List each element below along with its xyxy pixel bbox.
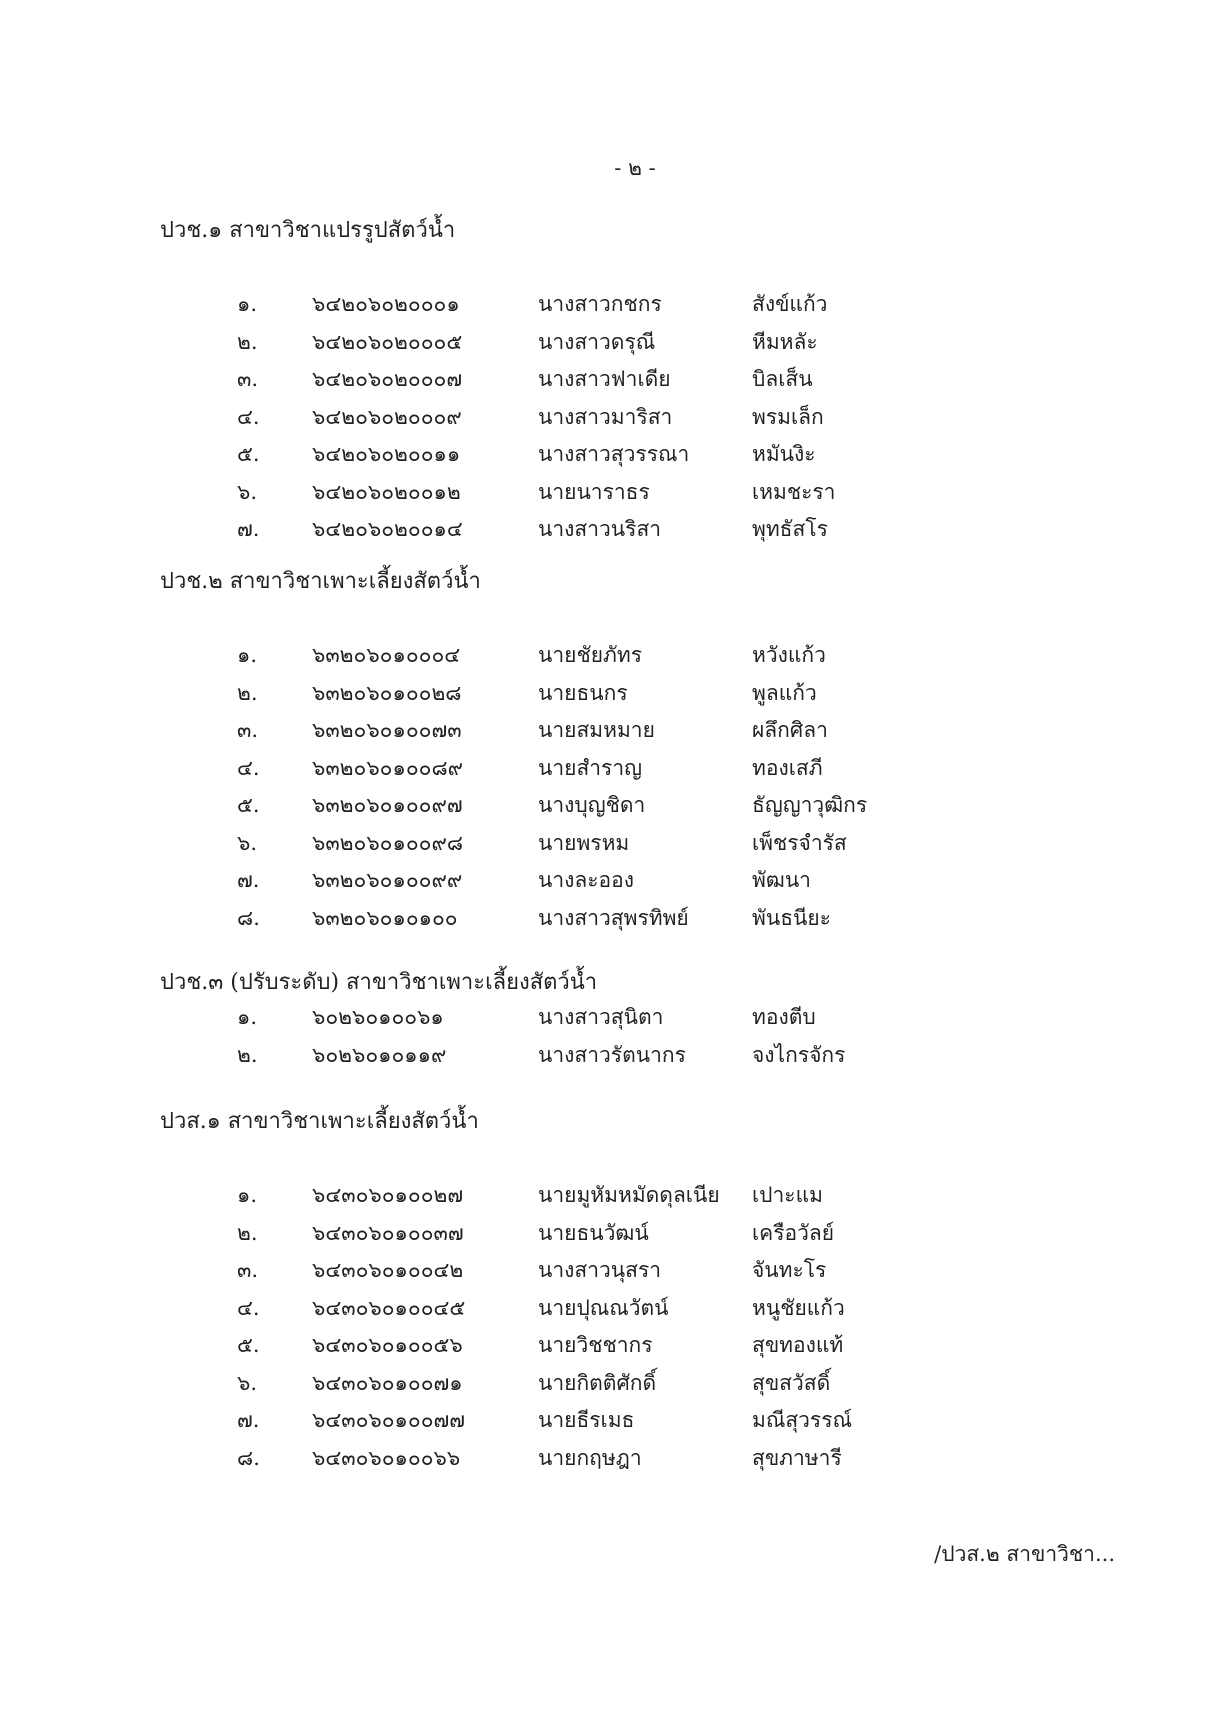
section-title: ปวช.๑ สาขาวิชาแปรรูปสัตว์น้ำ [160, 218, 456, 243]
student-id: ๖๔๒๐๖๐๒๐๐๑๔ [312, 517, 463, 541]
item-number: ๔. [237, 755, 260, 780]
item-number: ๑. [237, 1183, 258, 1207]
last-name: สุขสวัสดิ์ [752, 1370, 831, 1395]
first-name: นางสาวนุสรา [538, 1258, 662, 1282]
last-name: เปาะแม [752, 1183, 823, 1207]
item-number: ๒. [237, 1042, 258, 1067]
student-id: ๖๓๒๐๖๐๑๐๐๙๙ [312, 868, 463, 892]
first-name: นางสาวกชกร [538, 292, 662, 316]
first-name: นางสาวสุวรรณา [538, 442, 690, 466]
first-name: นางสาวสุพรทิพย์ [538, 905, 689, 930]
list-item [160, 1037, 1160, 1075]
last-name: เหมชะรา [752, 479, 836, 504]
first-name: นางสาวฟาเดีย [538, 367, 671, 391]
item-number: ๑. [237, 292, 258, 316]
last-name: จงไกรจักร [752, 1042, 846, 1067]
first-name: นางสาวนริสา [538, 517, 662, 541]
item-number: ๗. [237, 1408, 260, 1432]
item-number: ๒. [237, 680, 258, 705]
last-name: พูลแก้ว [752, 680, 817, 705]
list-item [160, 361, 1160, 399]
first-name: นายสมหมาย [538, 718, 655, 742]
item-number: ๓. [237, 367, 259, 391]
section-2 [160, 567, 1160, 937]
student-id: ๖๓๒๐๖๐๑๐๐๙๗ [312, 793, 463, 817]
first-name: นางสาวดรุณี [538, 329, 656, 354]
student-id: ๖๔๓๐๖๐๑๐๐๔๒ [312, 1258, 464, 1282]
last-name: หมันงิะ [752, 442, 816, 466]
first-name: นายมูหัมหมัดดุลเนีย [538, 1183, 720, 1207]
item-number: ๗. [237, 868, 260, 892]
student-id: ๖๔๓๐๖๐๑๐๐๗๑ [312, 1370, 463, 1395]
list-item [160, 750, 1160, 788]
list-item [160, 1252, 1160, 1290]
list-item [160, 286, 1160, 324]
first-name: นายวิชชากร [538, 1333, 653, 1357]
first-name: นายกฤษฎา [538, 1445, 642, 1470]
last-name: ธัญญาวุฒิกร [752, 793, 868, 817]
last-name: พัฒนา [752, 868, 811, 892]
item-number: ๔. [237, 1295, 260, 1320]
continuation-note: /ปวส.๒ สาขาวิชา... [934, 1542, 1115, 1566]
student-id: ๖๐๒๖๐๑๐๑๑๙ [312, 1042, 447, 1067]
list-item [160, 637, 1160, 675]
page-number: - ๒ - [614, 156, 656, 180]
item-number: ๘. [237, 905, 260, 930]
item-number: ๘. [237, 1445, 260, 1470]
last-name: สุขทองแท้ [752, 1333, 844, 1357]
item-number: ๑. [237, 1005, 258, 1029]
last-name: สังข์แก้ว [752, 292, 828, 316]
student-id: ๖๔๓๐๖๐๑๐๐๔๕ [312, 1295, 466, 1320]
list-item [160, 825, 1160, 863]
list-item [160, 1365, 1160, 1403]
first-name: นายกิตติศักดิ์ [538, 1370, 657, 1395]
student-id: ๖๓๒๐๖๐๑๐๐๘๙ [312, 755, 464, 780]
last-name: พันธนียะ [752, 905, 831, 930]
last-name: เพ็ชรจำรัส [752, 830, 847, 855]
list-item [160, 1290, 1160, 1328]
item-number: ๖. [237, 1370, 258, 1395]
item-number: ๓. [237, 1258, 259, 1282]
item-number: ๑. [237, 643, 258, 667]
first-name: นายพรหม [538, 830, 630, 855]
item-number: ๔. [237, 404, 260, 429]
last-name: เครือวัลย์ [752, 1220, 835, 1245]
item-number: ๒. [237, 329, 258, 354]
student-id: ๖๓๒๐๖๐๑๐๑๐๐ [312, 905, 458, 930]
first-name: นายปุณณวัตน์ [538, 1295, 669, 1320]
student-id: ๖๔๒๐๖๐๒๐๐๐๕ [312, 329, 463, 354]
student-id: ๖๔๓๐๖๐๑๐๐๖๖ [312, 1445, 461, 1470]
student-id: ๖๓๒๐๖๐๑๐๐๒๘ [312, 680, 462, 705]
list-item [160, 511, 1160, 549]
student-id: ๖๐๒๖๐๑๐๐๖๑ [312, 1005, 444, 1029]
first-name: นางสาวรัตนากร [538, 1042, 686, 1067]
section-title: ปวส.๑ สาขาวิชาเพาะเลี้ยงสัตว์น้ำ [160, 1109, 479, 1134]
list-item [160, 1215, 1160, 1253]
first-name: นายธนวัฒน์ [538, 1220, 649, 1245]
first-name: นายธีรเมธ [538, 1408, 635, 1432]
last-name: หีมหลัะ [752, 329, 818, 354]
section-title: ปวช.๒ สาขาวิชาเพาะเลี้ยงสัตว์น้ำ [160, 569, 481, 594]
student-id: ๖๔๒๐๖๐๒๐๐๑๒ [312, 479, 461, 504]
item-number: ๗. [237, 517, 260, 541]
last-name: สุขภาษารี [752, 1445, 842, 1470]
list-item [160, 675, 1160, 713]
student-id: ๖๔๒๐๖๐๒๐๐๑๑ [312, 442, 461, 466]
student-id: ๖๓๒๐๖๐๑๐๐๗๓ [312, 718, 462, 742]
student-id: ๖๔๒๐๖๐๒๐๐๐๑ [312, 292, 460, 316]
last-name: พรมเล็ก [752, 404, 824, 429]
list-item [160, 712, 1160, 750]
student-id: ๖๓๒๐๖๐๑๐๐๙๘ [312, 830, 464, 855]
first-name: นางสาวสุนิตา [538, 1005, 664, 1029]
item-number: ๖. [237, 830, 258, 855]
last-name: มณีสุวรรณ์ [752, 1408, 852, 1432]
student-id: ๖๓๒๐๖๐๑๐๐๐๔ [312, 643, 461, 667]
section-4 [160, 1107, 1160, 1477]
item-number: ๓. [237, 718, 259, 742]
student-id: ๖๔๒๐๖๐๒๐๐๐๗ [312, 367, 463, 391]
student-id: ๖๔๓๐๖๐๑๐๐๒๗ [312, 1183, 464, 1207]
list-item [160, 862, 1160, 900]
first-name: นายธนกร [538, 680, 628, 705]
last-name: บิลเส็น [752, 367, 813, 391]
first-name: นายนาราธร [538, 479, 650, 504]
last-name: หนูชัยแก้ว [752, 1295, 845, 1320]
student-id: ๖๔๒๐๖๐๒๐๐๐๙ [312, 404, 462, 429]
first-name: นางบุญชิดา [538, 793, 646, 817]
section-title: ปวช.๓ (ปรับระดับ) สาขาวิชาเพาะเลี้ยงสัตว์น้ำ [160, 970, 598, 995]
list-item [160, 787, 1160, 825]
section-3 [160, 968, 1160, 1074]
list-item [160, 436, 1160, 474]
list-item [160, 474, 1160, 512]
list-item [160, 900, 1160, 938]
first-name: นางสาวมาริสา [538, 404, 673, 429]
first-name: นายสำราญ [538, 755, 643, 780]
list-item [160, 1327, 1160, 1365]
first-name: นางละออง [538, 868, 635, 892]
student-id: ๖๔๓๐๖๐๑๐๐๓๗ [312, 1220, 464, 1245]
list-item [160, 1440, 1160, 1478]
student-id: ๖๔๓๐๖๐๑๐๐๕๖ [312, 1333, 463, 1357]
last-name: พุทธัสโร [752, 517, 828, 541]
list-item [160, 1177, 1160, 1215]
last-name: ทองเสภี [752, 755, 823, 780]
student-id: ๖๔๓๐๖๐๑๐๐๗๗ [312, 1408, 466, 1432]
last-name: ผลึกศิลา [752, 718, 828, 742]
item-number: ๕. [237, 1333, 260, 1357]
item-number: ๕. [237, 442, 260, 466]
item-number: ๒. [237, 1220, 258, 1245]
list-item [160, 1402, 1160, 1440]
item-number: ๖. [237, 479, 258, 504]
list-item [160, 999, 1160, 1037]
last-name: หวังแก้ว [752, 643, 826, 667]
item-number: ๕. [237, 793, 260, 817]
list-item [160, 324, 1160, 362]
first-name: นายชัยภัทร [538, 643, 642, 667]
last-name: ทองตีบ [752, 1005, 816, 1029]
last-name: จันทะโร [752, 1258, 827, 1282]
list-item [160, 399, 1160, 437]
section-1 [160, 216, 1160, 549]
